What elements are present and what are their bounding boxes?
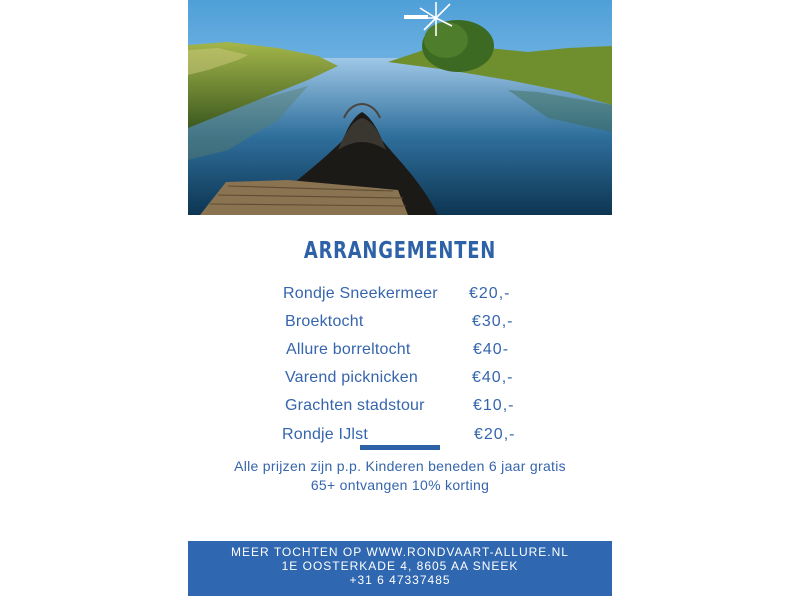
arrangement-name: Rondje IJlst	[282, 426, 368, 443]
arrangement-price: €20,-	[469, 285, 511, 302]
decorative-underline	[360, 445, 440, 450]
arrangement-price: €10,-	[473, 397, 515, 414]
arrangement-price: €40,-	[472, 369, 514, 386]
website-line: MEER TOCHTEN OP WWW.RONDVAART-ALLURE.NL	[231, 545, 569, 559]
arrangement-name: Broektocht	[285, 313, 364, 330]
arrangement-price: €40-	[473, 341, 510, 358]
address-line: 1E OOSTERKADE 4, 8605 AA SNEEK	[281, 559, 519, 573]
arrangement-name: Grachten stadstour	[285, 397, 425, 414]
page-title: ARRANGEMENTEN	[303, 238, 497, 264]
discount-note: 65+ ontvangen 10% korting	[310, 477, 490, 493]
arrangement-name: Rondje Sneekermeer	[283, 285, 438, 302]
arrangement-name: Allure borreltocht	[286, 341, 411, 358]
arrangement-price: €30,-	[472, 313, 514, 330]
canal-boat-photo	[188, 0, 612, 215]
phone-line: +31 6 47337485	[349, 573, 451, 587]
contact-footer	[188, 541, 612, 596]
flyer-page	[188, 0, 612, 600]
arrangement-price: €20,-	[474, 426, 516, 443]
arrangement-name: Varend picknicken	[285, 369, 418, 386]
pricing-note: Alle prijzen zijn p.p. Kinderen beneden 6 jaar gratis	[234, 458, 566, 474]
